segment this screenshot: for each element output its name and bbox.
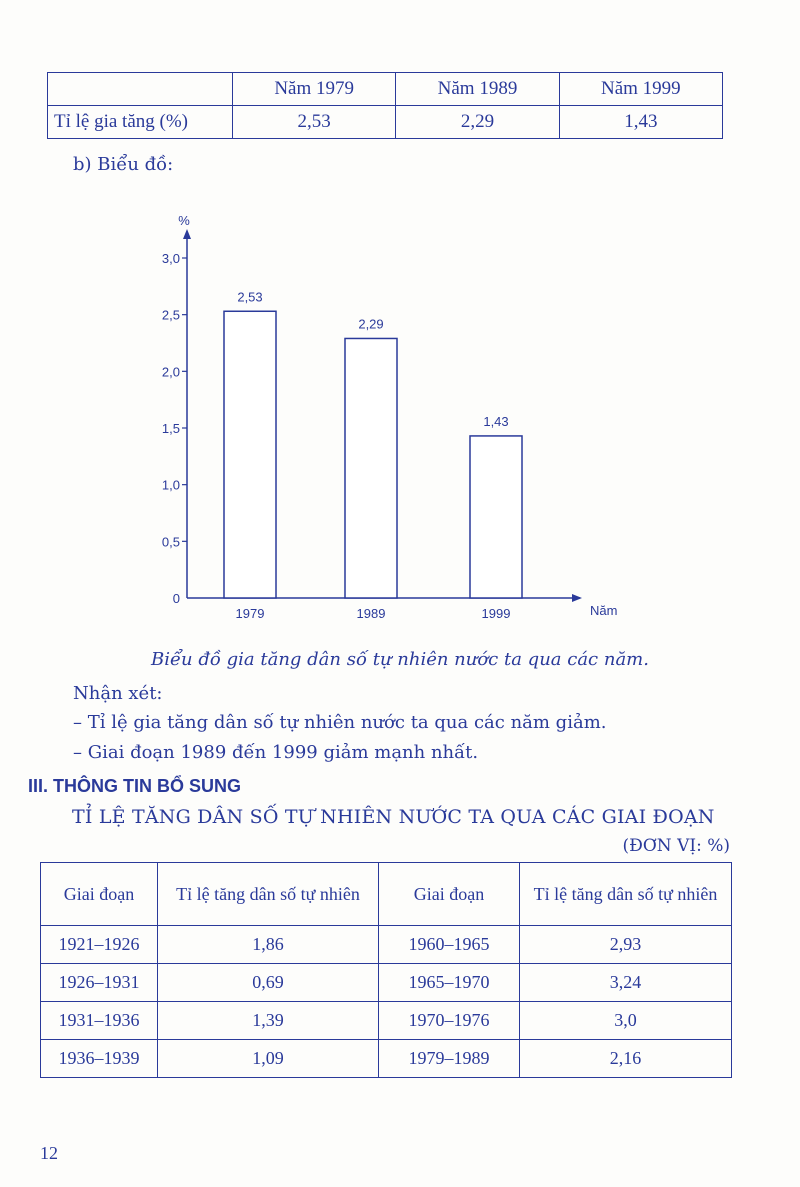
rate-cell: 1,09: [158, 1040, 379, 1078]
y-tick-label: 2,0: [161, 364, 180, 380]
remark-item: – Tỉ lệ gia tăng dân số tự nhiên nước ta qua các năm giảm.: [73, 712, 607, 733]
y-axis-arrow: [183, 229, 191, 239]
period-cell: 1921–1926: [41, 926, 158, 964]
table-header-row: [41, 863, 732, 926]
rate-cell: 2,16: [520, 1040, 732, 1078]
period-cell: 1931–1936: [41, 1002, 158, 1040]
value-cell-1979: 2,53: [233, 106, 396, 139]
y-tick-label: 0,5: [161, 534, 180, 550]
y-tick-label: 1,5: [161, 421, 180, 436]
table-row: [48, 106, 723, 139]
period-cell: 1926–1931: [41, 964, 158, 1002]
section-heading: III. THÔNG TIN BỔ SUNG: [28, 776, 242, 796]
rate-cell: 0,69: [158, 964, 379, 1002]
x-tick-label: 1999: [481, 606, 511, 621]
remarks-title: Nhận xét:: [73, 683, 163, 704]
header-rate: Tỉ lệ tăng dân số tự nhiên: [158, 863, 379, 926]
bar-value-label: 1,43: [483, 413, 509, 429]
page-number: 12: [40, 1143, 58, 1163]
rate-cell: 3,0: [520, 1002, 732, 1040]
bar-chart: [140, 205, 640, 635]
table-row: [41, 1002, 732, 1040]
table-row: [41, 964, 732, 1002]
rate-cell: 1,39: [158, 1002, 379, 1040]
table-row: [41, 1040, 732, 1078]
section-b-label: b) Biểu đồ:: [73, 154, 174, 175]
period-rate-table: [40, 862, 732, 1078]
bar-value-label: 2,53: [237, 289, 263, 305]
rate-cell: 1,86: [158, 926, 379, 964]
x-tick-label: 1989: [356, 606, 386, 621]
y-tick-label: 1,0: [161, 477, 180, 493]
table-row: [41, 926, 732, 964]
growth-rate-table: [47, 72, 723, 139]
y-axis-label: %: [178, 213, 190, 228]
value-cell-1999: 1,43: [559, 106, 722, 139]
header-period: Giai đoạn: [379, 863, 520, 926]
rate-cell: 3,24: [520, 964, 732, 1002]
x-tick-label: 1979: [235, 606, 265, 621]
rate-cell: 2,93: [520, 926, 732, 964]
chart-caption: Biểu đồ gia tăng dân số tự nhiên nước ta qua các năm.: [151, 649, 649, 670]
unit-label: (ĐƠN VỊ: %): [622, 836, 730, 856]
bar-1979: [224, 311, 276, 598]
header-period: Giai đoạn: [41, 863, 158, 926]
y-tick-label: 3,0: [161, 251, 180, 266]
period-cell: 1979–1989: [379, 1040, 520, 1078]
bar-1989: [345, 338, 397, 598]
x-axis-label: Năm: [590, 603, 618, 618]
header-cell-empty: [48, 73, 233, 106]
x-axis-arrow: [572, 594, 582, 602]
period-cell: 1970–1976: [379, 1002, 520, 1040]
remark-item: – Giai đoạn 1989 đến 1999 giảm mạnh nhất.: [73, 742, 479, 763]
period-cell: 1965–1970: [379, 964, 520, 1002]
value-cell-1989: 2,29: [396, 106, 559, 139]
row-label: Tỉ lệ gia tăng (%): [48, 106, 233, 139]
header-cell-1999: Năm 1999: [559, 73, 722, 106]
table-header-row: [48, 73, 723, 106]
y-tick-label: 0: [172, 591, 180, 606]
period-cell: 1936–1939: [41, 1040, 158, 1078]
header-rate: Tỉ lệ tăng dân số tự nhiên: [520, 863, 732, 926]
header-cell-1989: Năm 1989: [396, 73, 559, 106]
header-cell-1979: Năm 1979: [233, 73, 396, 106]
period-cell: 1960–1965: [379, 926, 520, 964]
bar-value-label: 2,29: [358, 316, 384, 332]
section-subtitle: TỈ LỆ TĂNG DÂN SỐ TỰ NHIÊN NƯỚC TA QUA CÁC GIAI ĐOẠN: [72, 806, 715, 828]
y-tick-label: 2,5: [161, 307, 180, 323]
bar-1999: [470, 436, 522, 598]
